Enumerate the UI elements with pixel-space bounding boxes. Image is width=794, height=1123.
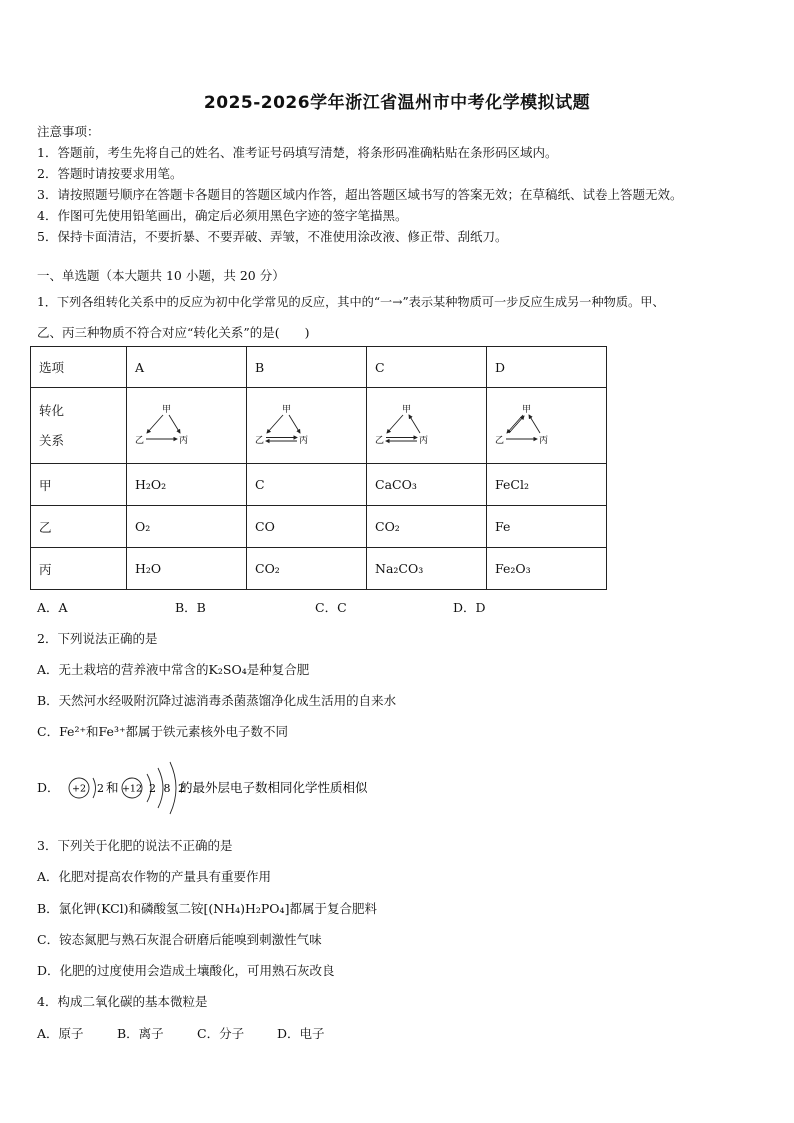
tri-left-label: 乙 [135, 435, 145, 446]
table-cell: CO₂ [247, 548, 367, 590]
q2-d-prefix: D． [37, 780, 60, 795]
section-heading: 一、单选题（本大题共 10 小题，共 20 分） [37, 268, 285, 283]
table-cell: CO₂ [367, 506, 487, 548]
notice-item-4: 4．作图可先使用铅笔画出，确定后必须用黑色字迹的签字笔描黑。 [37, 208, 408, 223]
triangle-cell-a [127, 388, 247, 464]
tri-left-label: 乙 [255, 435, 265, 446]
table-cell: O₂ [127, 506, 247, 548]
notice-item-5: 5．保持卡面清洁，不要折暴、不要弄破、弄皱，不准使用涂改液、修正带、刮纸刀。 [37, 229, 508, 244]
notice-item-2: 2．答题时请按要求用笔。 [37, 166, 183, 181]
q4-option-c[interactable]: C．分子 [197, 1026, 245, 1041]
table-row [31, 506, 607, 548]
table-row [31, 464, 607, 506]
page-title: 2025-2026学年浙江省温州市中考化学模拟试题 [203, 93, 591, 113]
table-cell: FeCl₂ [487, 464, 607, 506]
table-cell: C [367, 347, 487, 388]
tri-right-label: 丙 [539, 435, 549, 446]
q4-option-b[interactable]: B．离子 [117, 1026, 164, 1041]
q2-d-suffix: 的最外层电子数相同化学性质相似 [180, 780, 368, 795]
table-cell: CaCO₃ [367, 464, 487, 506]
q2-stem: 2．下列说法正确的是 [37, 631, 158, 646]
table-cell [31, 388, 127, 464]
table-cell: CO [247, 506, 367, 548]
q1-option-b[interactable]: B．B [175, 600, 206, 615]
tri-top-label: 甲 [402, 404, 412, 415]
q1-option-d[interactable]: D．D [453, 600, 486, 615]
q2-option-c[interactable]: C．Fe²⁺和Fe³⁺都属于铁元素核外电子数不同 [37, 724, 289, 739]
table-cell: Fe [487, 506, 607, 548]
tri-right-label: 丙 [419, 435, 429, 446]
table-cell: A [127, 347, 247, 388]
table-cell: Fe₂O₃ [487, 548, 607, 590]
q3-option-a[interactable]: A．化肥对提高农作物的产量具有重要作用 [37, 869, 272, 884]
table-cell: 丙 [31, 548, 127, 590]
table-cell: 甲 [31, 464, 127, 506]
notice-item-1: 1．答题前，考生先将自己的姓名、准考证号码填写清楚，将条形码准确粘贴在条形码区域内。 [37, 145, 558, 160]
transform-diagram-d [495, 401, 565, 451]
transform-diagram-a [135, 401, 205, 451]
tri-right-label: 丙 [179, 435, 189, 446]
table-cell: 选项 [31, 347, 127, 388]
q4-stem: 4．构成二氧化碳的基本微粒是 [37, 994, 208, 1009]
tri-right-label: 丙 [299, 435, 309, 446]
triangle-cell-c [367, 388, 487, 464]
q2-option-a[interactable]: A．无土栽培的营养液中常含的K₂SO₄是种复合肥 [37, 662, 310, 677]
q4-option-d[interactable]: D．电子 [277, 1026, 325, 1041]
triangle-cell-d [487, 388, 607, 464]
trans-label-1: 转化 [39, 402, 65, 418]
transform-diagram-c [375, 401, 445, 451]
atom-structure-diagrams [63, 756, 368, 816]
triangle-cell-b [247, 388, 367, 464]
table-row [31, 347, 607, 388]
q1-table [30, 346, 607, 590]
table-row [31, 388, 607, 464]
notice-item-3: 3．请按照题号顺序在答题卡各题目的答题区域内作答，超出答题区域书写的答案无效；在草稿纸、试卷上答题无效。 [37, 187, 683, 202]
atom2-nucleus: +12 [121, 783, 143, 795]
q3-option-d[interactable]: D．化肥的过度使用会造成土壤酸化，可用熟石灰改良 [37, 963, 335, 978]
tri-top-label: 甲 [162, 404, 172, 415]
table-cell: 乙 [31, 506, 127, 548]
q3-stem: 3．下列关于化肥的说法不正确的是 [37, 838, 233, 853]
transform-diagram-b [255, 401, 325, 451]
q3-option-b[interactable]: B．氯化钾(KCl)和磷酸氢二铵[(NH₄)H₂PO₄]都属于复合肥料 [37, 901, 377, 916]
notice-heading: 注意事项： [37, 124, 100, 139]
q1-stem-line1: 1．下列各组转化关系中的反应为初中化学常见的反应，其中的“一→”表示某种物质可一步反应生成另一种物质。甲、 [37, 295, 665, 309]
q3-option-c[interactable]: C．铵态氮肥与熟石灰混合研磨后能嗅到刺激性气味 [37, 932, 322, 947]
table-cell: B [247, 347, 367, 388]
tri-left-label: 乙 [495, 435, 505, 446]
atom2-shells: 2 8 2 [149, 782, 187, 795]
q2-d-mid: 和 [106, 780, 119, 795]
tri-top-label: 甲 [282, 404, 292, 415]
table-cell: H₂O₂ [127, 464, 247, 506]
table-cell: C [247, 464, 367, 506]
q2-option-b[interactable]: B．天然河水经吸附沉降过滤消毒杀菌蒸馏净化成生活用的自来水 [37, 693, 397, 708]
q1-option-c[interactable]: C．C [315, 600, 347, 615]
table-row [31, 548, 607, 590]
trans-label-2: 关系 [39, 432, 65, 448]
table-cell: Na₂CO₃ [367, 548, 487, 590]
table-cell: H₂O [127, 548, 247, 590]
table-cell: D [487, 347, 607, 388]
tri-left-label: 乙 [375, 435, 385, 446]
atom1-nucleus: +2 [71, 783, 87, 795]
q4-options [37, 1024, 437, 1042]
tri-top-label: 甲 [522, 404, 532, 415]
q4-option-a[interactable]: A．原子 [37, 1026, 84, 1041]
atom1-shells: 2 [97, 782, 104, 795]
q1-stem-line2: 乙、丙三种物质不符合对应“转化关系”的是( ) [37, 325, 310, 340]
q1-option-a[interactable]: A．A [37, 600, 68, 615]
